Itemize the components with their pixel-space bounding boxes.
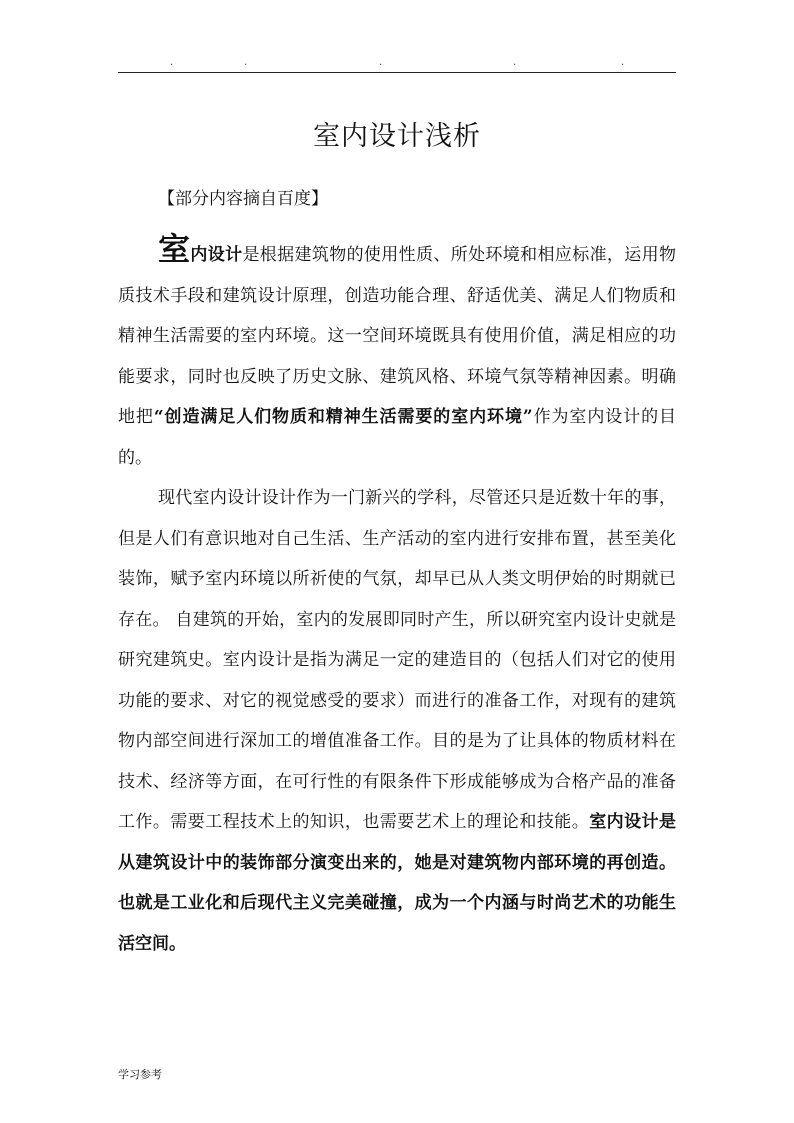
quoted-purpose: “创造满足人们物质和精神生活需要的室内环境”: [153, 407, 533, 427]
header-dot: .: [244, 57, 248, 68]
lead-term: 内设计: [190, 245, 243, 265]
header-dot: .: [170, 57, 174, 68]
paragraph-intro: [118, 230, 677, 478]
page-title: 室内设计浅析: [313, 121, 481, 153]
header-dots: [118, 56, 676, 70]
paragraph-text: 作为室内设计的目的。: [118, 407, 677, 468]
paragraph-history: [118, 478, 676, 964]
source-note: 【部分内容摘自百度】: [158, 189, 328, 209]
header-dot: .: [621, 57, 625, 68]
paragraph-text: 是根据建筑物的使用性质、所处环境和相应标准，运用物质技术手段和建筑设计原理，创造功能合理、舒适优美、满足人们物质和精神生活需要的室内环境。这一空间环境既具有使用价值，满足相应的功能要求，同时也反映了历史文脉、建筑风格、环境气氛等精神因素。明确地把: [118, 245, 676, 427]
paragraph-text: 现代室内设计设计作为一门新兴的学科，尽管还只是近数十年的事，但是人们有意识地对自己生活、生产活动的室内进行安排布置，甚至美化装饰，赋予室内环境以所祈使的气氛，却早已从人类文明伊始的时期就已存在。 自建筑的开始，室内的发展即同时产生，所以研究室内设计史就是研究建筑史。室内设计是指为满足一定的建造目的（包括人们对它的使用功能的要求、对它的视觉感受的要求）而进行的准备工作，对现有的建筑物内部空间进行深加工的增值准备工作。目的是为了让具体的物质材料在技术、经济等方面，在可行性的有限条件下形成能够成为合格产品的准备工作。需要工程技术上的知识，也需要艺术上的理论和技能。: [118, 488, 676, 832]
header-rule: [118, 72, 676, 73]
header-dot: .: [513, 57, 517, 68]
paragraph-bold-conclusion: 室内设计是从建筑设计中的装饰部分演变出来的，她是对建筑物内部环境的再创造。也就是工业化和后现代主义完美碰撞，成为一个内涵与时尚艺术的功能生活空间。: [118, 812, 677, 954]
footer-label: 学习参考: [118, 1068, 162, 1081]
document-body: [118, 230, 677, 964]
drop-cap: 室: [158, 230, 191, 268]
header-dot: .: [379, 57, 383, 68]
